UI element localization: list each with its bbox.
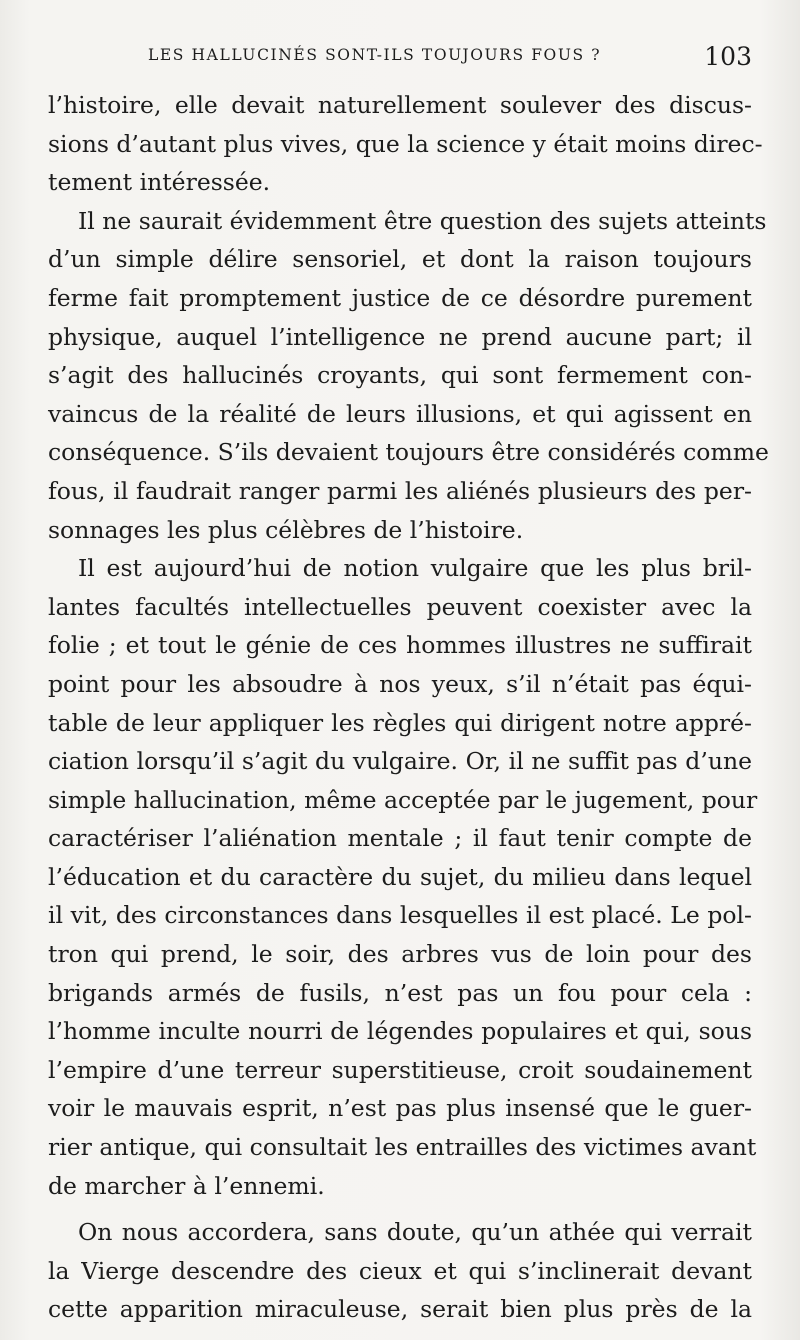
text-line: il vit, des circonstances dans lesquelles il est placé. Le pol- bbox=[48, 901, 752, 930]
paragraph-4 bbox=[48, 1213, 752, 1329]
text-line: l’éducation et du caractère du sujet, du milieu dans lequel bbox=[48, 862, 752, 891]
text-line: sonnages les plus célèbres de l’histoire. bbox=[48, 515, 524, 544]
text-line: cette apparition miraculeuse, serait bien plus près de la bbox=[48, 1295, 752, 1324]
text-line: folie ; et tout le génie de ces hommes illustres ne suffirait bbox=[48, 631, 752, 660]
text-line: lantes facultés intellectuelles peuvent coexister avec la bbox=[48, 592, 752, 621]
text-line: de marcher à l’ennemi. bbox=[48, 1171, 325, 1200]
text-line: table de leur appliquer les règles qui dirigent notre appré- bbox=[48, 708, 752, 737]
text-line: Il est aujourd’hui de notion vulgaire que les plus bril- bbox=[78, 554, 752, 583]
body-text bbox=[48, 86, 769, 1329]
running-title: LES HALLUCINÉS SONT-ILS TOUJOURS FOUS ? bbox=[148, 46, 602, 64]
text-line: tron qui prend, le soir, des arbres vus de loin pour des bbox=[48, 940, 752, 969]
text-line: l’homme inculte nourri de légendes populaires et qui, sous bbox=[48, 1017, 752, 1046]
text-line: tement intéressée. bbox=[48, 168, 271, 197]
text-line: l’histoire, elle devait naturellement soulever des discus- bbox=[48, 91, 752, 119]
text-line: l’empire d’une terreur superstitieuse, croit soudainement bbox=[48, 1055, 752, 1084]
text-line: sions d’autant plus vives, que la science y était moins direc- bbox=[48, 129, 763, 158]
page-header bbox=[48, 42, 752, 76]
paragraph-2 bbox=[48, 202, 769, 549]
text-line: fous, il faudrait ranger parmi les aliénés plusieurs des per- bbox=[48, 476, 752, 505]
text-line: caractériser l’aliénation mentale ; il faut tenir compte de bbox=[48, 824, 752, 853]
text-line: point pour les absoudre à nos yeux, s’il n’était pas équi- bbox=[48, 669, 752, 698]
text-line: conséquence. S’ils devaient toujours être considérés comme bbox=[48, 438, 769, 467]
text-line: d’un simple délire sensoriel, et dont la raison toujours bbox=[48, 245, 752, 274]
text-line: vaincus de la réalité de leurs illusions, et qui agissent en bbox=[48, 399, 752, 428]
page-number: 103 bbox=[704, 42, 752, 71]
paragraph-1 bbox=[48, 86, 763, 202]
text-line: ciation lorsqu’il s’agit du vulgaire. Or, il ne suffit pas d’une bbox=[48, 747, 752, 776]
text-line: ferme fait promptement justice de ce désordre purement bbox=[48, 283, 752, 312]
text-line: s’agit des hallucinés croyants, qui sont fermement con- bbox=[48, 361, 752, 390]
paragraph-3 bbox=[48, 549, 758, 1205]
text-line: rier antique, qui consultait les entrailles des victimes avant bbox=[48, 1133, 757, 1162]
text-line: Il ne saurait évidemment être question des sujets atteints bbox=[78, 206, 767, 235]
text-line: On nous accordera, sans doute, qu’un athée qui verrait bbox=[78, 1218, 752, 1247]
text-line: la Vierge descendre des cieux et qui s’inclinerait devant bbox=[48, 1256, 752, 1285]
text-line: brigands armés de fusils, n’est pas un fou pour cela : bbox=[48, 978, 752, 1007]
text-line: physique, auquel l’intelligence ne prend aucune part; il bbox=[48, 322, 752, 351]
text-line: simple hallucination, même acceptée par le jugement, pour bbox=[48, 785, 758, 814]
text-line: voir le mauvais esprit, n’est pas plus insensé que le guer- bbox=[48, 1094, 752, 1123]
